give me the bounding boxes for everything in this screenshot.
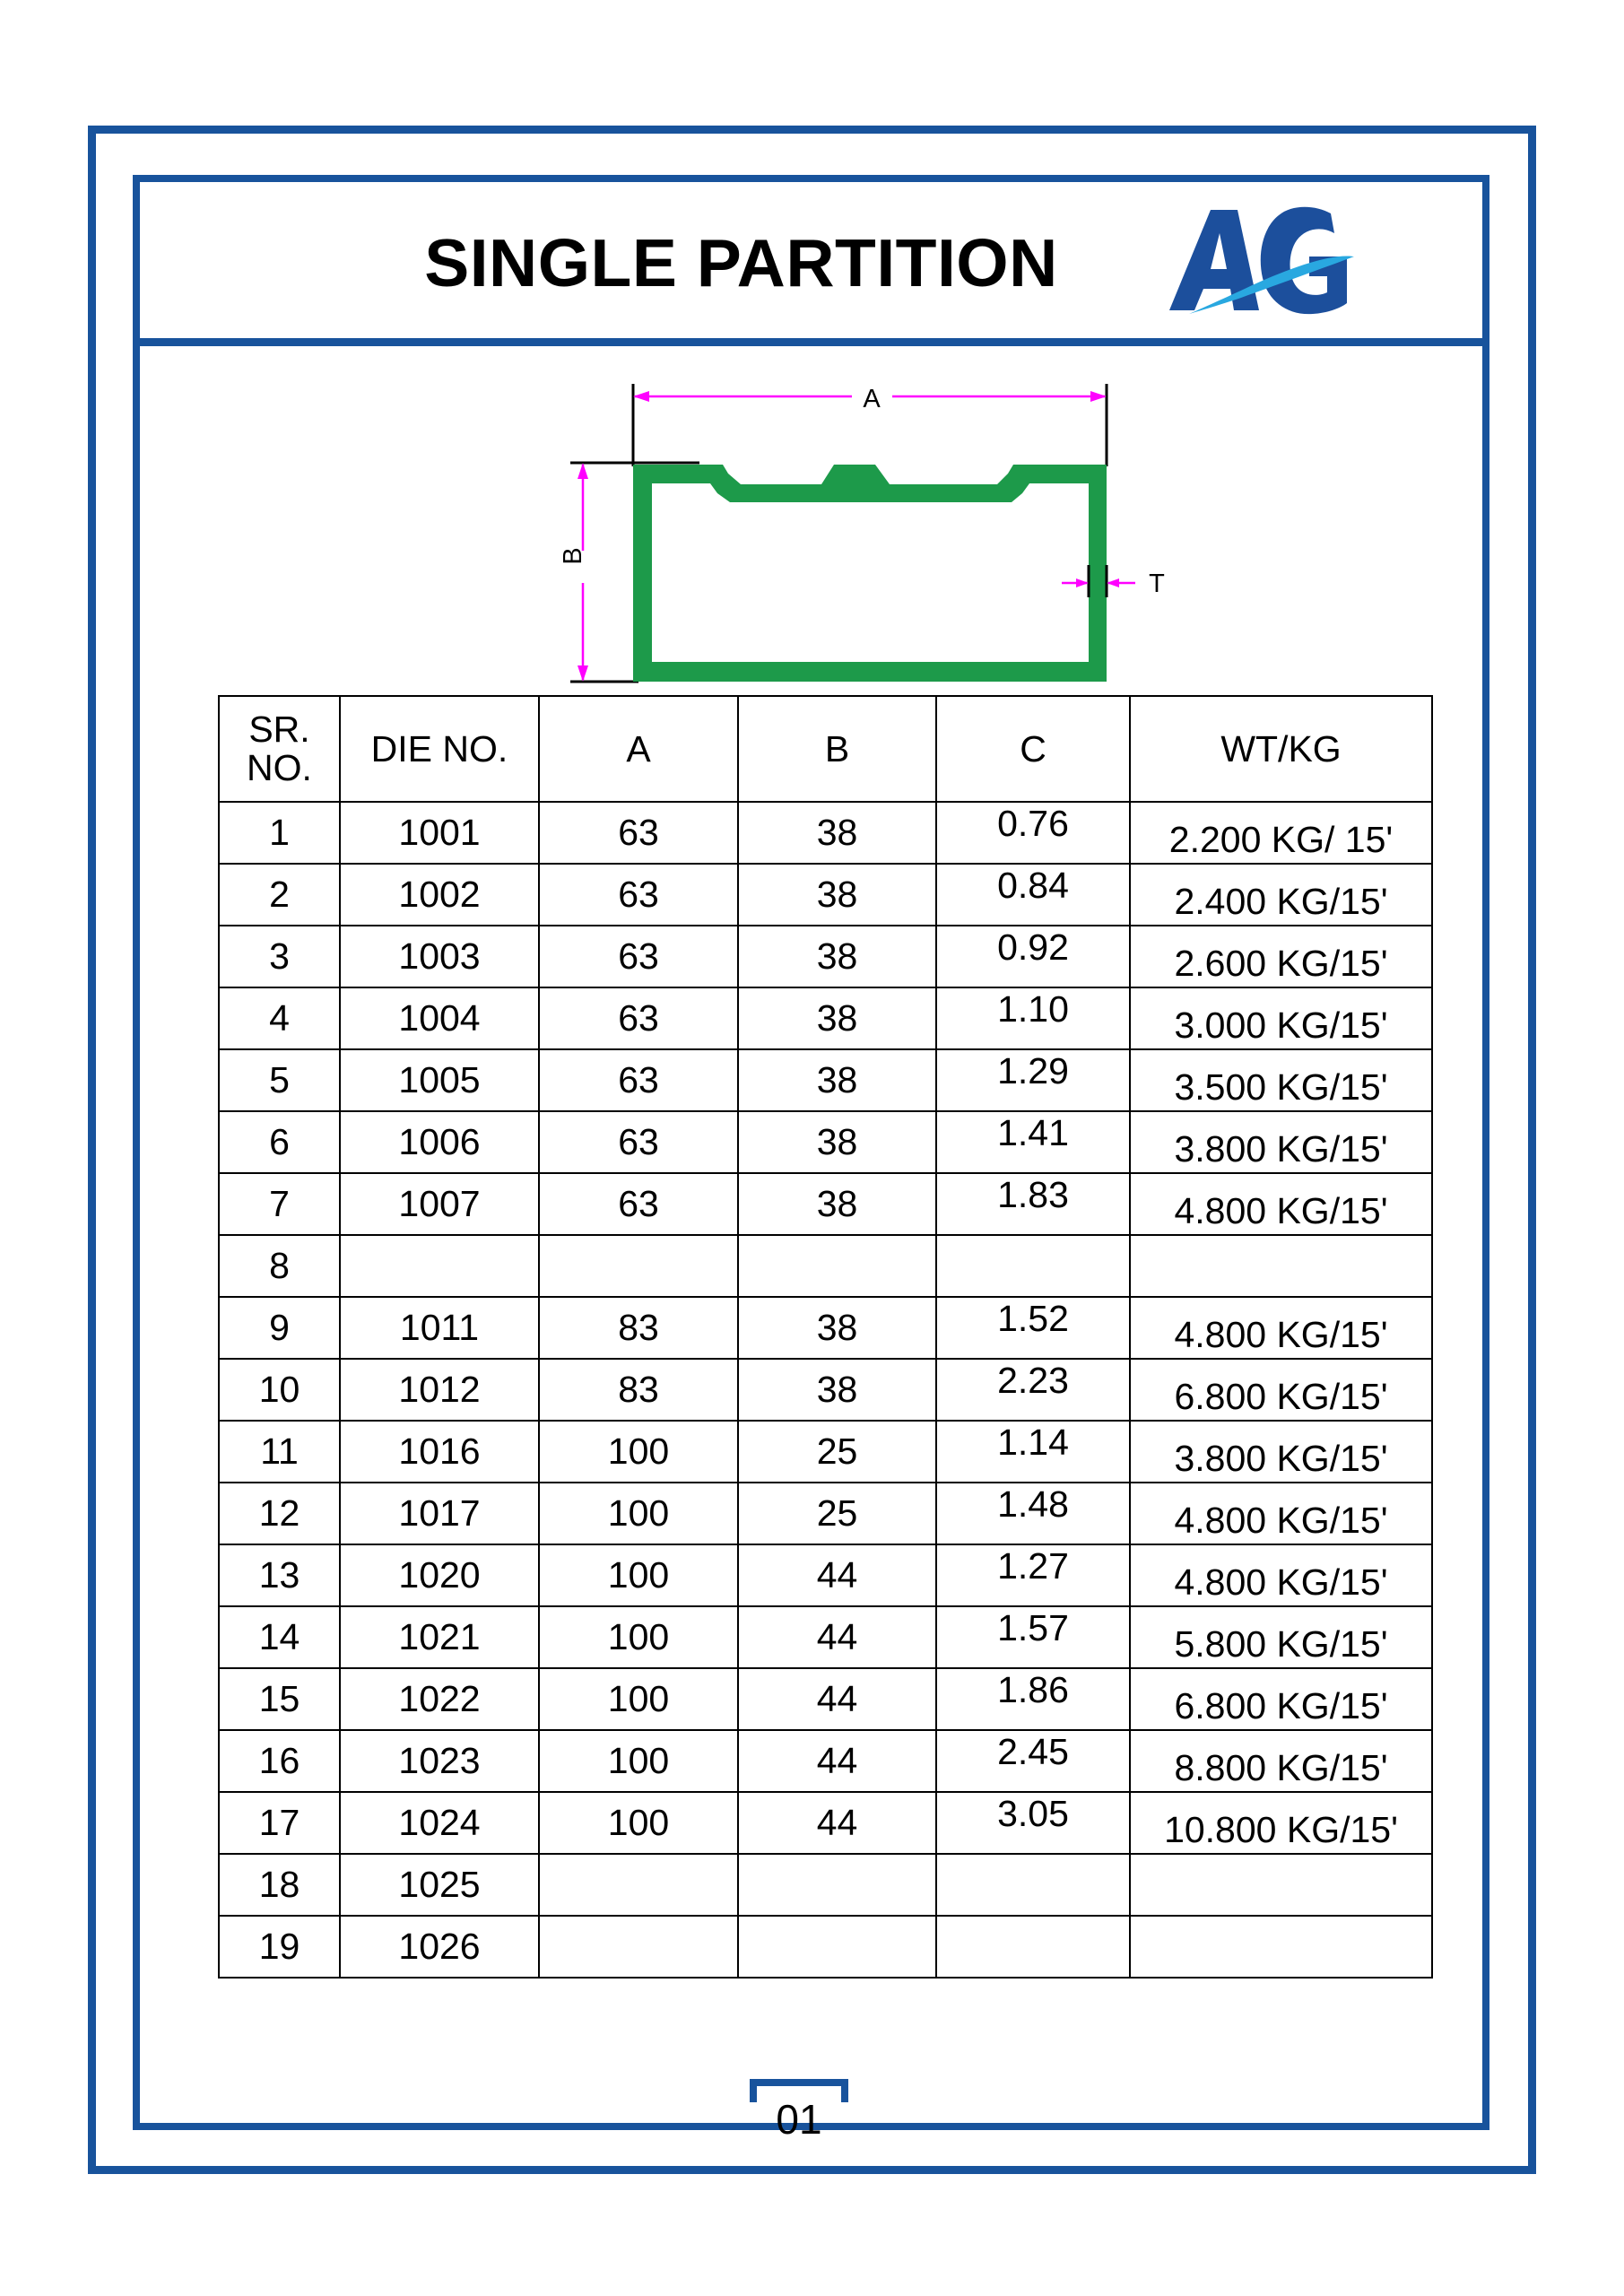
cell-c: [936, 1916, 1130, 1978]
profile-cross-section-drawing: [538, 357, 1202, 707]
cell-wt-kg: 6.800 KG/15': [1130, 1359, 1432, 1421]
dimension-label-t: T: [1149, 570, 1165, 598]
column-header-wt-kg: WT/KG: [1130, 696, 1432, 802]
cell-c: 1.52: [936, 1297, 1130, 1359]
cell-sr-no: 4: [219, 987, 340, 1049]
cell-c: 1.48: [936, 1483, 1130, 1544]
table-row: [219, 1049, 1432, 1111]
cell-sr-no: 5: [219, 1049, 340, 1111]
table-row: [219, 802, 1432, 864]
cell-a: 100: [539, 1668, 738, 1730]
cell-die-no: 1026: [340, 1916, 539, 1978]
cell-sr-no: 15: [219, 1668, 340, 1730]
cell-b: 38: [738, 1049, 936, 1111]
table-row: [219, 987, 1432, 1049]
column-header-die-no: DIE NO.: [340, 696, 539, 802]
cell-c: 1.27: [936, 1544, 1130, 1606]
cell-die-no: 1005: [340, 1049, 539, 1111]
cell-wt-kg: [1130, 1916, 1432, 1978]
cell-c: 1.86: [936, 1668, 1130, 1730]
table-row: [219, 1235, 1432, 1297]
cell-wt-kg: 6.800 KG/15': [1130, 1668, 1432, 1730]
cell-b: 44: [738, 1606, 936, 1668]
table-row: [219, 1111, 1432, 1173]
specification-table: [218, 695, 1433, 1979]
table-row: [219, 1173, 1432, 1235]
cell-c: 1.57: [936, 1606, 1130, 1668]
sr-no-line-1: SR.: [248, 709, 310, 751]
cell-wt-kg: 3.500 KG/15': [1130, 1049, 1432, 1111]
cell-sr-no: 13: [219, 1544, 340, 1606]
cell-sr-no: 17: [219, 1792, 340, 1854]
page-title: SINGLE PARTITION: [424, 225, 1058, 300]
cell-c: 1.41: [936, 1111, 1130, 1173]
cell-wt-kg: 3.800 KG/15': [1130, 1421, 1432, 1483]
cell-wt-kg: 4.800 KG/15': [1130, 1173, 1432, 1235]
cell-c: 1.10: [936, 987, 1130, 1049]
cell-die-no: 1011: [340, 1297, 539, 1359]
cell-a: 100: [539, 1483, 738, 1544]
cell-c: [936, 1854, 1130, 1916]
cell-a: 83: [539, 1359, 738, 1421]
cell-b: [738, 1916, 936, 1978]
column-header-sr-no: [219, 696, 340, 802]
cell-a: [539, 1235, 738, 1297]
cell-b: [738, 1854, 936, 1916]
cell-sr-no: 3: [219, 926, 340, 987]
cell-c: 1.14: [936, 1421, 1130, 1483]
cell-wt-kg: 2.400 KG/15': [1130, 864, 1432, 926]
cell-sr-no: 7: [219, 1173, 340, 1235]
cell-c: 2.23: [936, 1359, 1130, 1421]
column-header-a: A: [539, 696, 738, 802]
cell-sr-no: 14: [219, 1606, 340, 1668]
cell-wt-kg: [1130, 1854, 1432, 1916]
cell-die-no: [340, 1235, 539, 1297]
table-row: [219, 1297, 1432, 1359]
cell-c: 1.29: [936, 1049, 1130, 1111]
cell-die-no: 1025: [340, 1854, 539, 1916]
cell-die-no: 1017: [340, 1483, 539, 1544]
cell-c: 1.83: [936, 1173, 1130, 1235]
cell-sr-no: 16: [219, 1730, 340, 1792]
cell-a: 100: [539, 1544, 738, 1606]
cell-a: 63: [539, 864, 738, 926]
table-header-row: [219, 696, 1432, 802]
cell-sr-no: 1: [219, 802, 340, 864]
cell-c: 0.92: [936, 926, 1130, 987]
dimension-label-a: A: [863, 385, 881, 413]
cell-a: 63: [539, 802, 738, 864]
cell-die-no: 1001: [340, 802, 539, 864]
cell-sr-no: 19: [219, 1916, 340, 1978]
cell-wt-kg: 3.800 KG/15': [1130, 1111, 1432, 1173]
cell-die-no: 1003: [340, 926, 539, 987]
cell-b: 38: [738, 1359, 936, 1421]
cell-sr-no: 18: [219, 1854, 340, 1916]
cell-wt-kg: 5.800 KG/15': [1130, 1606, 1432, 1668]
cell-c: 2.45: [936, 1730, 1130, 1792]
cell-c: 0.84: [936, 864, 1130, 926]
cell-a: 63: [539, 926, 738, 987]
cell-sr-no: 12: [219, 1483, 340, 1544]
cell-a: 63: [539, 1173, 738, 1235]
table-row: [219, 926, 1432, 987]
table-row: [219, 1359, 1432, 1421]
cell-wt-kg: 8.800 KG/15': [1130, 1730, 1432, 1792]
dimension-label-b: B: [559, 547, 587, 565]
cell-die-no: 1007: [340, 1173, 539, 1235]
cell-die-no: 1016: [340, 1421, 539, 1483]
cell-c: 3.05: [936, 1792, 1130, 1854]
cell-die-no: 1022: [340, 1668, 539, 1730]
cell-die-no: 1021: [340, 1606, 539, 1668]
cell-wt-kg: 4.800 KG/15': [1130, 1483, 1432, 1544]
cell-b: 44: [738, 1730, 936, 1792]
page-number: 01: [776, 2096, 822, 2143]
table-row: [219, 1606, 1432, 1668]
cell-sr-no: 8: [219, 1235, 340, 1297]
cell-a: 100: [539, 1606, 738, 1668]
cell-b: 38: [738, 1111, 936, 1173]
cell-a: [539, 1916, 738, 1978]
cell-a: 100: [539, 1730, 738, 1792]
cell-die-no: 1012: [340, 1359, 539, 1421]
cell-die-no: 1004: [340, 987, 539, 1049]
cell-wt-kg: 2.200 KG/ 15': [1130, 802, 1432, 864]
cell-b: 44: [738, 1668, 936, 1730]
cell-a: 63: [539, 1111, 738, 1173]
cell-a: 100: [539, 1421, 738, 1483]
cell-wt-kg: 4.800 KG/15': [1130, 1297, 1432, 1359]
cell-die-no: 1020: [340, 1544, 539, 1606]
table-row: [219, 864, 1432, 926]
cell-b: 38: [738, 987, 936, 1049]
cell-b: [738, 1235, 936, 1297]
table-body: [219, 802, 1432, 1978]
title-separator-rule: [140, 338, 1482, 346]
table-row: [219, 1730, 1432, 1792]
cell-a: 63: [539, 987, 738, 1049]
cell-b: 25: [738, 1421, 936, 1483]
cell-wt-kg: 4.800 KG/15': [1130, 1544, 1432, 1606]
cell-b: 38: [738, 926, 936, 987]
cell-sr-no: 6: [219, 1111, 340, 1173]
cell-b: 38: [738, 802, 936, 864]
cell-a: 83: [539, 1297, 738, 1359]
table-row: [219, 1854, 1432, 1916]
cell-b: 44: [738, 1544, 936, 1606]
column-header-b: B: [738, 696, 936, 802]
cell-die-no: 1024: [340, 1792, 539, 1854]
cell-b: 38: [738, 1173, 936, 1235]
table-row: [219, 1792, 1432, 1854]
cell-a: 100: [539, 1792, 738, 1854]
ag-logo: [1155, 197, 1379, 323]
table-row: [219, 1668, 1432, 1730]
cell-sr-no: 11: [219, 1421, 340, 1483]
cell-wt-kg: [1130, 1235, 1432, 1297]
cell-sr-no: 10: [219, 1359, 340, 1421]
cell-die-no: 1006: [340, 1111, 539, 1173]
column-header-c: C: [936, 696, 1130, 802]
table-row: [219, 1421, 1432, 1483]
table-row: [219, 1483, 1432, 1544]
cell-die-no: 1023: [340, 1730, 539, 1792]
cell-a: 63: [539, 1049, 738, 1111]
cell-b: 38: [738, 1297, 936, 1359]
table-row: [219, 1544, 1432, 1606]
cell-a: [539, 1854, 738, 1916]
cell-c: 0.76: [936, 802, 1130, 864]
cell-sr-no: 2: [219, 864, 340, 926]
cell-die-no: 1002: [340, 864, 539, 926]
cell-c: [936, 1235, 1130, 1297]
cell-wt-kg: 3.000 KG/15': [1130, 987, 1432, 1049]
cell-b: 44: [738, 1792, 936, 1854]
cell-wt-kg: 10.800 KG/15': [1130, 1792, 1432, 1854]
cell-b: 38: [738, 864, 936, 926]
cell-sr-no: 9: [219, 1297, 340, 1359]
cell-wt-kg: 2.600 KG/15': [1130, 926, 1432, 987]
sr-no-line-2: NO.: [247, 747, 312, 788]
cell-b: 25: [738, 1483, 936, 1544]
table-row: [219, 1916, 1432, 1978]
